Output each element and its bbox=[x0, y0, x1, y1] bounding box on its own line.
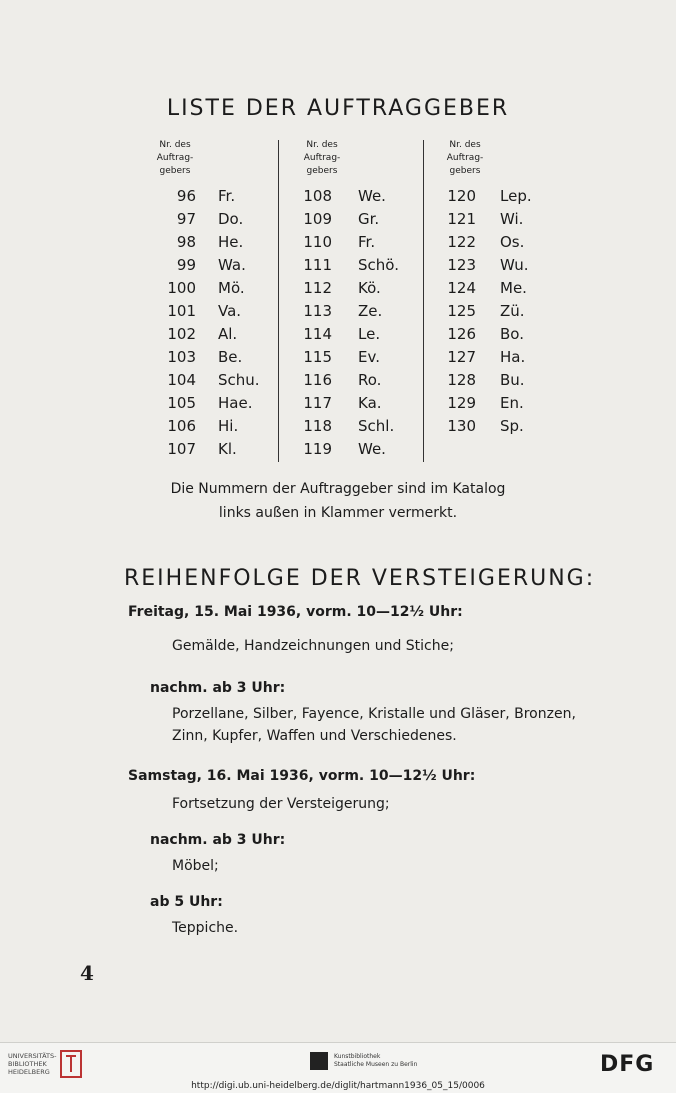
saturday-evening-heading: ab 5 Uhr: bbox=[150, 894, 223, 910]
note-line: Die Nummern der Auftraggeber sind im Katalog bbox=[170, 481, 506, 497]
client-abbreviation: Hi. bbox=[218, 417, 239, 435]
client-abbreviation: Schl. bbox=[358, 417, 395, 435]
client-abbreviation: En. bbox=[500, 394, 524, 412]
client-abbreviation: Ro. bbox=[358, 371, 382, 389]
client-number: 106 bbox=[167, 417, 196, 435]
client-abbreviation: Bo. bbox=[500, 325, 524, 343]
client-abbreviation: Sp. bbox=[500, 417, 524, 435]
client-abbreviation: Gr. bbox=[358, 210, 380, 228]
client-number: 102 bbox=[167, 325, 196, 343]
table-note bbox=[0, 477, 676, 525]
client-number: 114 bbox=[303, 325, 332, 343]
client-abbreviation: We. bbox=[358, 187, 386, 205]
friday-afternoon-items-1: Porzellane, Silber, Fayence, Kristalle und Gläser, Bronzen, bbox=[172, 706, 576, 722]
saturday-morning-items: Fortsetzung der Versteigerung; bbox=[172, 796, 390, 812]
client-abbreviation: Schu. bbox=[218, 371, 260, 389]
column-header-line: gebers bbox=[159, 166, 191, 176]
client-number: 100 bbox=[167, 279, 196, 297]
column-header-line: Nr. des bbox=[306, 140, 338, 150]
client-number: 98 bbox=[176, 233, 196, 251]
friday-morning-items: Gemälde, Handzeichnungen und Stiche; bbox=[172, 638, 454, 654]
client-abbreviation: Va. bbox=[218, 302, 242, 320]
client-number: 97 bbox=[176, 210, 196, 228]
client-number: 109 bbox=[303, 210, 332, 228]
client-abbreviation: Wi. bbox=[500, 210, 524, 228]
friday-afternoon-items-2: Zinn, Kupfer, Waffen und Verschiedenes. bbox=[172, 728, 457, 744]
client-abbreviation: Zü. bbox=[500, 302, 525, 320]
page-title: LISTE DER AUFTRAGGEBER bbox=[166, 96, 510, 121]
client-number: 105 bbox=[167, 394, 196, 412]
client-number: 107 bbox=[167, 440, 196, 458]
client-number: 124 bbox=[447, 279, 476, 297]
client-number: 127 bbox=[447, 348, 476, 366]
client-abbreviation: Schö. bbox=[358, 256, 399, 274]
logo-text-line: BIBLIOTHEK bbox=[8, 1060, 47, 1068]
saturday-heading: Samstag, 16. Mai 1936, vorm. 10—12½ Uhr: bbox=[128, 768, 476, 784]
client-abbreviation: Be. bbox=[218, 348, 243, 366]
client-abbreviation: Ka. bbox=[358, 394, 382, 412]
client-abbreviation: Os. bbox=[500, 233, 525, 251]
column-header-line: Nr. des bbox=[449, 140, 481, 150]
client-number: 115 bbox=[303, 348, 332, 366]
client-number: 118 bbox=[303, 417, 332, 435]
column-header-line: gebers bbox=[306, 166, 338, 176]
logo-text-line: UNIVERSITÄTS- bbox=[8, 1052, 57, 1060]
kunstbibliothek-logo-text[interactable] bbox=[334, 1053, 417, 1069]
client-abbreviation: Ev. bbox=[358, 348, 380, 366]
logo-text-line: HEIDELBERG bbox=[8, 1068, 50, 1076]
page-number: 4 bbox=[80, 961, 94, 985]
client-number: 126 bbox=[447, 325, 476, 343]
client-number: 117 bbox=[303, 394, 332, 412]
column-header-2 bbox=[287, 139, 357, 178]
page-url-link[interactable]: http://digi.ub.uni-heidelberg.de/diglit/hartmann1936_05_15/0006 bbox=[191, 1081, 485, 1091]
client-abbreviation: Al. bbox=[218, 325, 238, 343]
client-number: 130 bbox=[447, 417, 476, 435]
kunstbibliothek-logo-icon[interactable] bbox=[310, 1052, 328, 1070]
schedule-title: REIHENFOLGE DER VERSTEIGERUNG: bbox=[124, 566, 596, 591]
client-abbreviation: Ze. bbox=[358, 302, 383, 320]
client-number: 101 bbox=[167, 302, 196, 320]
client-abbreviation: Do. bbox=[218, 210, 244, 228]
friday-afternoon-heading: nachm. ab 3 Uhr: bbox=[150, 680, 286, 696]
client-abbreviation: Kö. bbox=[358, 279, 381, 297]
client-abbreviation: Kl. bbox=[218, 440, 237, 458]
column-header-line: Nr. des bbox=[159, 140, 191, 150]
client-number: 129 bbox=[447, 394, 476, 412]
client-abbreviation: Me. bbox=[500, 279, 527, 297]
client-number: 108 bbox=[303, 187, 332, 205]
client-abbreviation: Mö. bbox=[218, 279, 245, 297]
client-number: 120 bbox=[447, 187, 476, 205]
column-header-line: Auftrag- bbox=[303, 153, 341, 163]
client-abbreviation: We. bbox=[358, 440, 386, 458]
university-library-logo-text[interactable] bbox=[8, 1052, 57, 1076]
dfg-logo[interactable]: DFG bbox=[600, 1052, 655, 1077]
column-header-line: Auftrag- bbox=[156, 153, 194, 163]
client-number: 103 bbox=[167, 348, 196, 366]
client-number: 113 bbox=[303, 302, 332, 320]
note-line: links außen in Klammer vermerkt. bbox=[218, 505, 458, 521]
client-number: 96 bbox=[176, 187, 196, 205]
client-abbreviation: Ha. bbox=[500, 348, 526, 366]
client-number: 112 bbox=[303, 279, 332, 297]
client-number: 128 bbox=[447, 371, 476, 389]
friday-heading: Freitag, 15. Mai 1936, vorm. 10—12½ Uhr: bbox=[128, 604, 463, 620]
column-header-3 bbox=[430, 139, 500, 178]
university-seal-icon[interactable] bbox=[60, 1050, 82, 1078]
client-abbreviation: Wu. bbox=[500, 256, 529, 274]
client-number: 111 bbox=[303, 256, 332, 274]
saturday-afternoon-items: Möbel; bbox=[172, 858, 219, 874]
logo-text-line: Staatliche Museen zu Berlin bbox=[334, 1061, 418, 1068]
client-number: 121 bbox=[447, 210, 476, 228]
client-number: 122 bbox=[447, 233, 476, 251]
client-abbreviation: Bu. bbox=[500, 371, 525, 389]
client-abbreviation: Wa. bbox=[218, 256, 246, 274]
column-divider bbox=[423, 140, 424, 462]
client-number: 123 bbox=[447, 256, 476, 274]
client-abbreviation: Le. bbox=[358, 325, 381, 343]
client-abbreviation: Fr. bbox=[218, 187, 236, 205]
column-header-line: Auftrag- bbox=[446, 153, 484, 163]
client-abbreviation: Hae. bbox=[218, 394, 253, 412]
client-number: 110 bbox=[303, 233, 332, 251]
saturday-evening-items: Teppiche. bbox=[172, 920, 239, 936]
column-header-1 bbox=[140, 139, 210, 178]
column-divider bbox=[278, 140, 279, 462]
client-number: 99 bbox=[176, 256, 196, 274]
client-number: 116 bbox=[303, 371, 332, 389]
logo-text-line: Kunstbibliothek bbox=[334, 1053, 381, 1060]
client-abbreviation: Lep. bbox=[500, 187, 532, 205]
saturday-afternoon-heading: nachm. ab 3 Uhr: bbox=[150, 832, 286, 848]
client-number: 125 bbox=[447, 302, 476, 320]
client-number: 119 bbox=[303, 440, 332, 458]
client-abbreviation: Fr. bbox=[358, 233, 376, 251]
client-abbreviation: He. bbox=[218, 233, 244, 251]
column-header-line: gebers bbox=[449, 166, 481, 176]
client-number: 104 bbox=[167, 371, 196, 389]
